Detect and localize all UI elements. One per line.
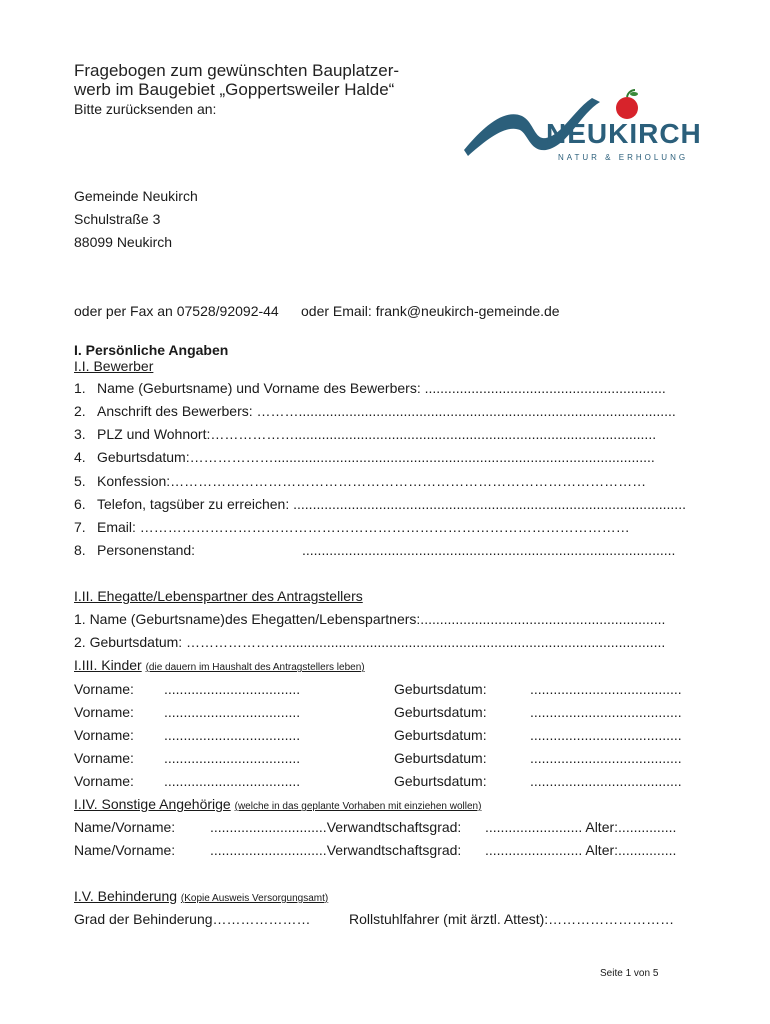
relative-age-field[interactable]: ......................... Alter:............... [485,842,677,858]
neukirch-logo [462,88,702,166]
field-row-8: 8. Personenstand: [74,542,196,558]
child-birth-field[interactable]: ....................................... [530,681,682,697]
child-label: Vorname: [74,681,134,697]
relative-label: Name/Vorname: [74,819,176,835]
field-row-7: 7. Email: …………………………………………………………………………………………… [74,519,630,535]
spouse-name-field[interactable]: 1. Name (Geburtsname)des Ehegatten/Lebenspartners:............................................................... [74,611,666,627]
spouse-birthdate-field[interactable]: 2. Geburtsdatum: ………………….................................................................................................. [74,634,666,650]
section1-heading: I. Persönliche Angaben [74,342,229,358]
relative-label: Name/Vorname: [74,842,176,858]
child-birth-field[interactable]: ....................................... [530,750,682,766]
section4-heading: I.IV. Sonstige Angehörige (welche in das geplante Vorhaben mit einziehen wollen) [74,796,482,812]
logo-name: NEUKIRCH [546,118,702,149]
child-label: Vorname: [74,704,134,720]
child-birth-field[interactable]: ....................................... [530,773,682,789]
field-row-8-dots[interactable]: ................................................................................................ [302,542,676,558]
child-name-field[interactable]: ................................... [164,750,301,766]
disability-grade-field[interactable]: Grad der Behinderung………………… [74,911,311,927]
child-birth-label: Geburtsdatum: [394,750,487,766]
field-row-4: 4. Geburtsdatum:……………….................................................................................................. [74,449,655,465]
address-line3: 88099 Neukirch [74,234,173,250]
child-label: Vorname: [74,773,134,789]
relative-field[interactable]: ..............................Verwandtschaftsgrad: [210,819,462,835]
section3-heading: I.III. Kinder (die dauern im Haushalt des Antragstellers leben) [74,657,365,673]
child-birth-field[interactable]: ....................................... [530,704,682,720]
email-line: oder Email: frank@neukirch-gemeinde.de [301,303,560,319]
child-birth-label: Geburtsdatum: [394,704,487,720]
section1-sub-bewerber: I.I. Bewerber [74,358,154,374]
section5-heading: I.V. Behinderung (Kopie Ausweis Versorgungsamt) [74,888,329,904]
subtitle: Bitte zurücksenden an: [74,101,217,117]
child-birth-field[interactable]: ....................................... [530,727,682,743]
child-name-field[interactable]: ................................... [164,681,301,697]
section2-heading: I.II. Ehegatte/Lebenspartner des Antragstellers [74,588,363,604]
field-row-1: 1. Name (Geburtsname) und Vorname des Bewerbers: .............................................................. [74,380,666,396]
relative-field[interactable]: ..............................Verwandtschaftsgrad: [210,842,462,858]
page-number: Seite 1 von 5 [600,968,659,979]
child-label: Vorname: [74,750,134,766]
field-row-3: 3. PLZ und Wohnort:………………............................................................................................. [74,426,657,442]
child-name-field[interactable]: ................................... [164,704,301,720]
child-birth-label: Geburtsdatum: [394,681,487,697]
page-title-line2: werb im Baugebiet „Goppertsweiler Halde“ [74,80,395,99]
child-birth-label: Geburtsdatum: [394,727,487,743]
address-line1: Gemeinde Neukirch [74,188,198,204]
relative-age-field[interactable]: ......................... Alter:............... [485,819,677,835]
child-name-field[interactable]: ................................... [164,727,301,743]
apple-icon [616,97,638,119]
address-line2: Schulstraße 3 [74,211,161,227]
logo-tagline: NATUR & ERHOLUNG [558,153,689,162]
page-title-line1: Fragebogen zum gewünschten Bauplatzer- [74,61,400,80]
child-label: Vorname: [74,727,134,743]
field-row-2: 2. Anschrift des Bewerbers: ………................................................................................................. [74,403,676,419]
child-name-field[interactable]: ................................... [164,773,301,789]
fax-line: oder per Fax an 07528/92092-44 [74,303,279,319]
child-birth-label: Geburtsdatum: [394,773,487,789]
field-row-5: 5. Konfession:………………………………………………………………………………………… [74,473,647,489]
wheelchair-field[interactable]: Rollstuhlfahrer (mit ärztl. Attest):……………………… [349,911,675,927]
field-row-6: 6. Telefon, tagsüber zu erreichen: ..................................................................................................... [74,496,686,512]
